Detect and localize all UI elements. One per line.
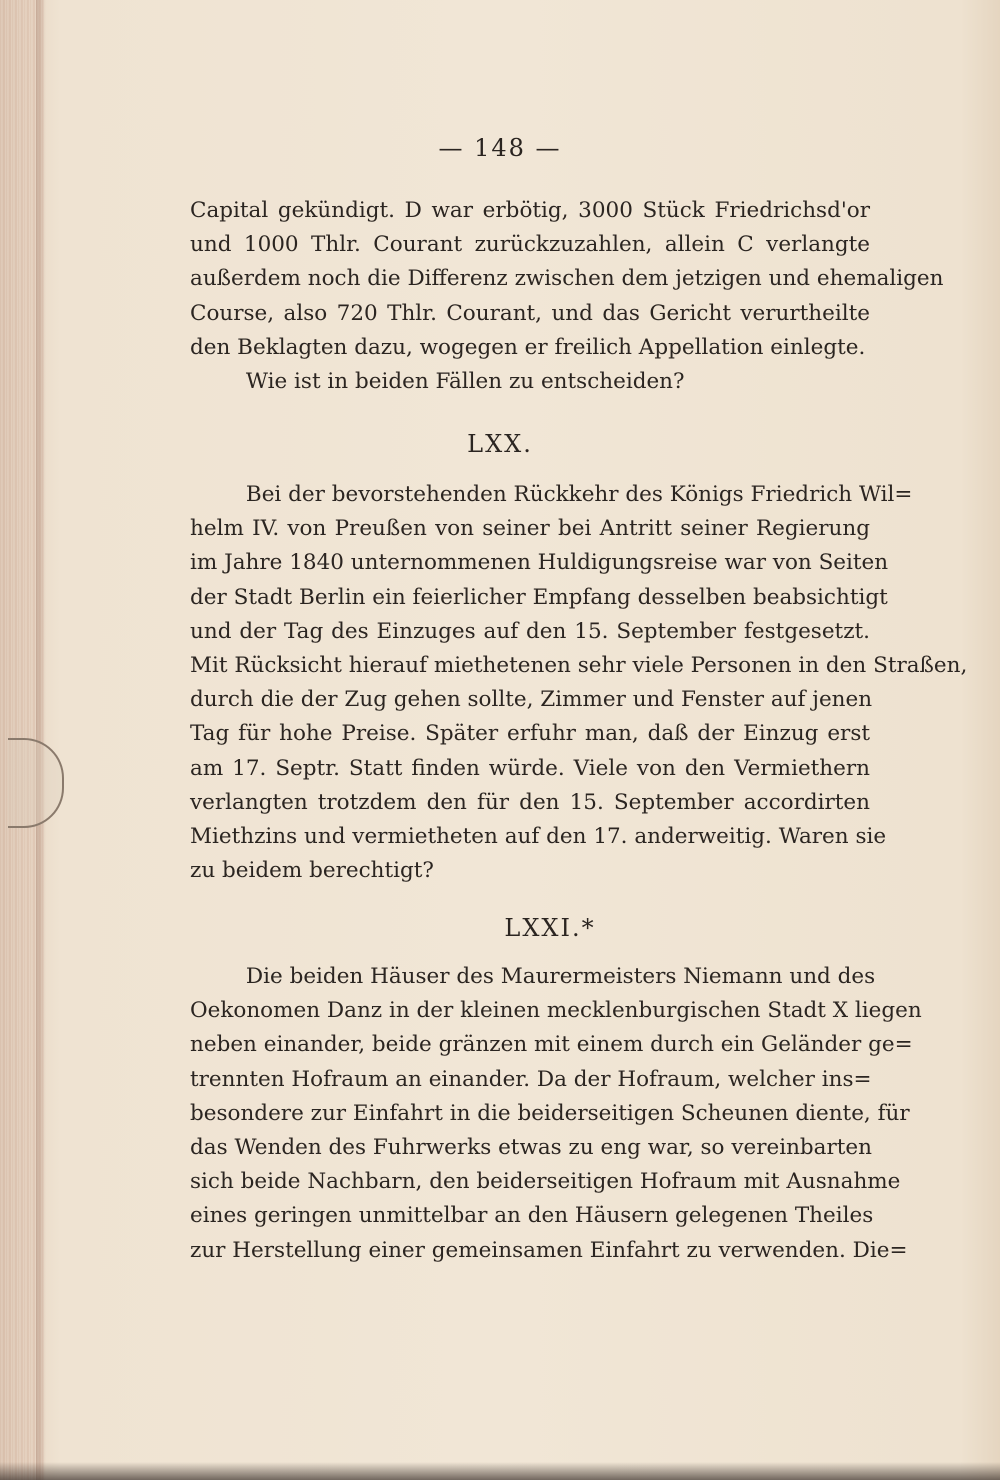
paragraph-lxxi [190,960,922,1268]
text-line: helm IV. von Preußen von seiner bei Antritt seiner Regierung [190,516,870,542]
text-line: Die beiden Häuser des Maurermeisters Niemann und des [245,964,876,989]
page-bottom-shadow [0,1462,1000,1480]
paragraph-lxx [190,478,968,888]
text-line: Capital gekündigt. D war erbötig, 3000 Stück Friedrichsd'or [190,198,870,223]
text-line: am 17. Septr. Statt finden würde. Viele von den Vermiethern [190,755,870,781]
text-line: besondere zur Einfahrt in die beiderseitigen Scheunen diente, für [190,1100,910,1126]
text-line: Course, also 720 Thlr. Courant, und das Gericht verurtheilte [190,300,870,326]
text-line: Mit Rücksicht hierauf miethetenen sehr viele Personen in den Straßen, [190,653,968,679]
page-clip [8,738,64,828]
question-line [190,365,870,399]
paragraph-continued [190,194,944,365]
text-line: durch die der Zug gehen sollte, Zimmer und Fenster auf jenen [190,687,873,713]
text-line: trennten Hofraum an einander. Da der Hofraum, welcher ins= [190,1066,872,1092]
text-line: zur Herstellung einer gemeinsamen Einfahrt zu verwenden. Die= [190,1237,908,1263]
text-line: neben einander, beide gränzen mit einem durch ein Geländer ge= [190,1032,913,1058]
section-heading-lxxi: LXXI.* [504,914,596,942]
text-line: das Wenden des Fuhrwerks etwas zu eng war, so vereinbarten [190,1135,872,1161]
text-line: den Beklagten dazu, wogegen er freilich Appellation einlegte. [190,334,866,360]
text-line: Oekonomen Danz in der kleinen mecklenburgischen Stadt X liegen [190,998,922,1024]
question-text: Wie ist in beiden Fällen zu entscheiden? [245,369,685,394]
page-number: — 148 — [438,134,562,162]
text-line: Tag für hohe Preise. Später erfuhr man, daß der Einzug erst [190,721,870,747]
text-line: im Jahre 1840 unternommenen Huldigungsreise war von Seiten [190,550,889,576]
text-line: und der Tag des Einzuges auf den 15. September festgesetzt. [190,618,870,644]
text-line: Bei der bevorstehenden Rückkehr des Königs Friedrich Wil= [245,482,913,507]
text-line: außerdem noch die Differenz zwischen dem jetzigen und ehemaligen [190,266,944,292]
text-line: verlangten trotzdem den für den 15. September accordirten [190,789,870,815]
text-line: eines geringen unmittelbar an den Häusern gelegenen Theiles [190,1203,874,1229]
text-line: und 1000 Thlr. Courant zurückzuzahlen, allein C verlangte [190,232,870,258]
section-heading-lxx: LXX. [467,430,533,458]
text-line: der Stadt Berlin ein feierlicher Empfang desselben beabsichtigt [190,584,888,610]
text-line: Miethzins und vermietheten auf den 17. anderweitig. Waren sie [190,824,887,850]
text-line: sich beide Nachbarn, den beiderseitigen Hofraum mit Ausnahme [190,1169,901,1195]
text-line: zu beidem berechtigt? [190,858,434,884]
